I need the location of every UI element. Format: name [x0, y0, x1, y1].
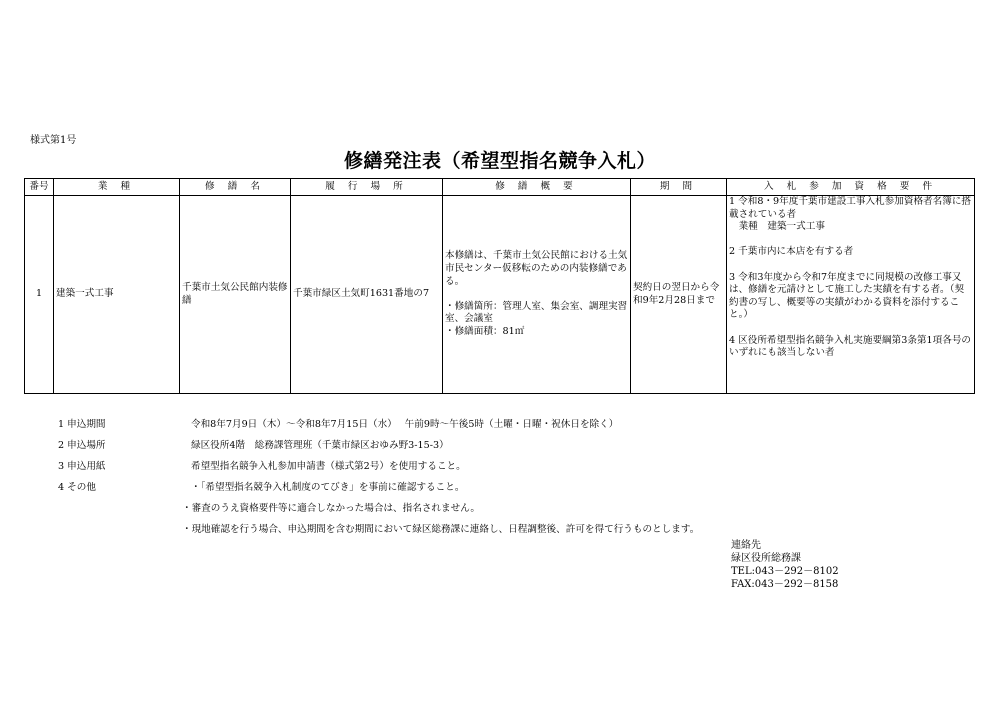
- contact-block: [731, 539, 839, 591]
- note-label: 4 その他: [58, 482, 96, 493]
- header-industry: 業 種: [54, 179, 180, 196]
- form-number: 様式第1号: [30, 135, 77, 146]
- cell-repair-name: 千葉市土気公民館内装修繕: [180, 196, 291, 394]
- contact-fax: FAX:043－292－8158: [731, 579, 839, 590]
- note-application-period: [58, 414, 618, 435]
- note-label: 1 申込期間: [58, 419, 106, 430]
- header-period: 期 間: [631, 179, 727, 196]
- note-application-place: [58, 435, 618, 456]
- table-header-row: [25, 179, 975, 196]
- note-label: 2 申込場所: [58, 440, 106, 451]
- cell-number: 1: [25, 196, 54, 394]
- header-location: 履 行 場 所: [291, 179, 443, 196]
- order-table: [24, 178, 975, 394]
- note-body: 令和8年7月9日（木）～令和8年7月15日（水） 午前9時～午後5時（土曜・日曜・祝休日を除く）: [191, 419, 619, 430]
- bullet-item: ・現地確認を行う場合、申込期間を含む期間において緑区総務課に連絡し、日程調整後、許可を得て行うものとします。: [182, 524, 700, 535]
- note-body: ・「希望型指名競争入札制度のてびき」を事前に確認すること。: [191, 482, 465, 493]
- cell-location: 千葉市緑区土気町1631番地の7: [291, 196, 443, 394]
- header-repair-name: 修 繕 名: [180, 179, 291, 196]
- contact-tel: TEL:043－292－8102: [731, 566, 839, 577]
- cell-industry: 建築一式工事: [54, 196, 180, 394]
- note-other: [58, 477, 618, 498]
- contact-office: 緑区役所総務課: [731, 553, 801, 564]
- cell-requirements: 1 令和8・9年度千葉市建設工事入札参加資格者名簿に搭載されている者 業種 建築一式工事 2 千葉市内に本店を有する者 3 令和3年度から令和7年度までに同規模の改修工事又は、修繕を元請けとして施工した実績を有する者。（契約書の写し、概要等の実績がわかる資料を添付すること。） 4 区役所希望型指名競争入札実施要綱第3条第1項各号のいずれにも該当しない者: [727, 196, 975, 394]
- notes-section: [58, 414, 618, 498]
- bullet-item: ・審査のうえ資格要件等に適合しなかった場合は、指名されません。: [182, 503, 480, 514]
- header-summary: 修 繕 概 要: [443, 179, 631, 196]
- note-application-form: [58, 456, 618, 477]
- table-row: [25, 196, 975, 394]
- other-bullets: [182, 498, 699, 540]
- header-number: 番号: [25, 179, 54, 196]
- contact-heading: 連絡先: [731, 540, 761, 551]
- note-body: 緑区役所4階 総務課管理班（千葉市緑区おゆみ野3-15-3）: [191, 440, 449, 451]
- header-requirements: 入 札 参 加 資 格 要 件: [727, 179, 975, 196]
- note-body: 希望型指名競争入札参加申請書（様式第2号）を使用すること。: [191, 461, 466, 472]
- note-label: 3 申込用紙: [58, 461, 106, 472]
- document-title: 修繕発注表（希望型指名競争入札）: [343, 150, 656, 172]
- cell-summary: 本修繕は、千葉市土気公民館における土気市民センター仮移転のための内装修繕である。 ・修繕箇所：管理人室、集会室、調理実習室、会議室 ・修繕面積：81㎡: [443, 196, 631, 394]
- cell-period: 契約日の翌日から令和9年2月28日まで: [631, 196, 727, 394]
